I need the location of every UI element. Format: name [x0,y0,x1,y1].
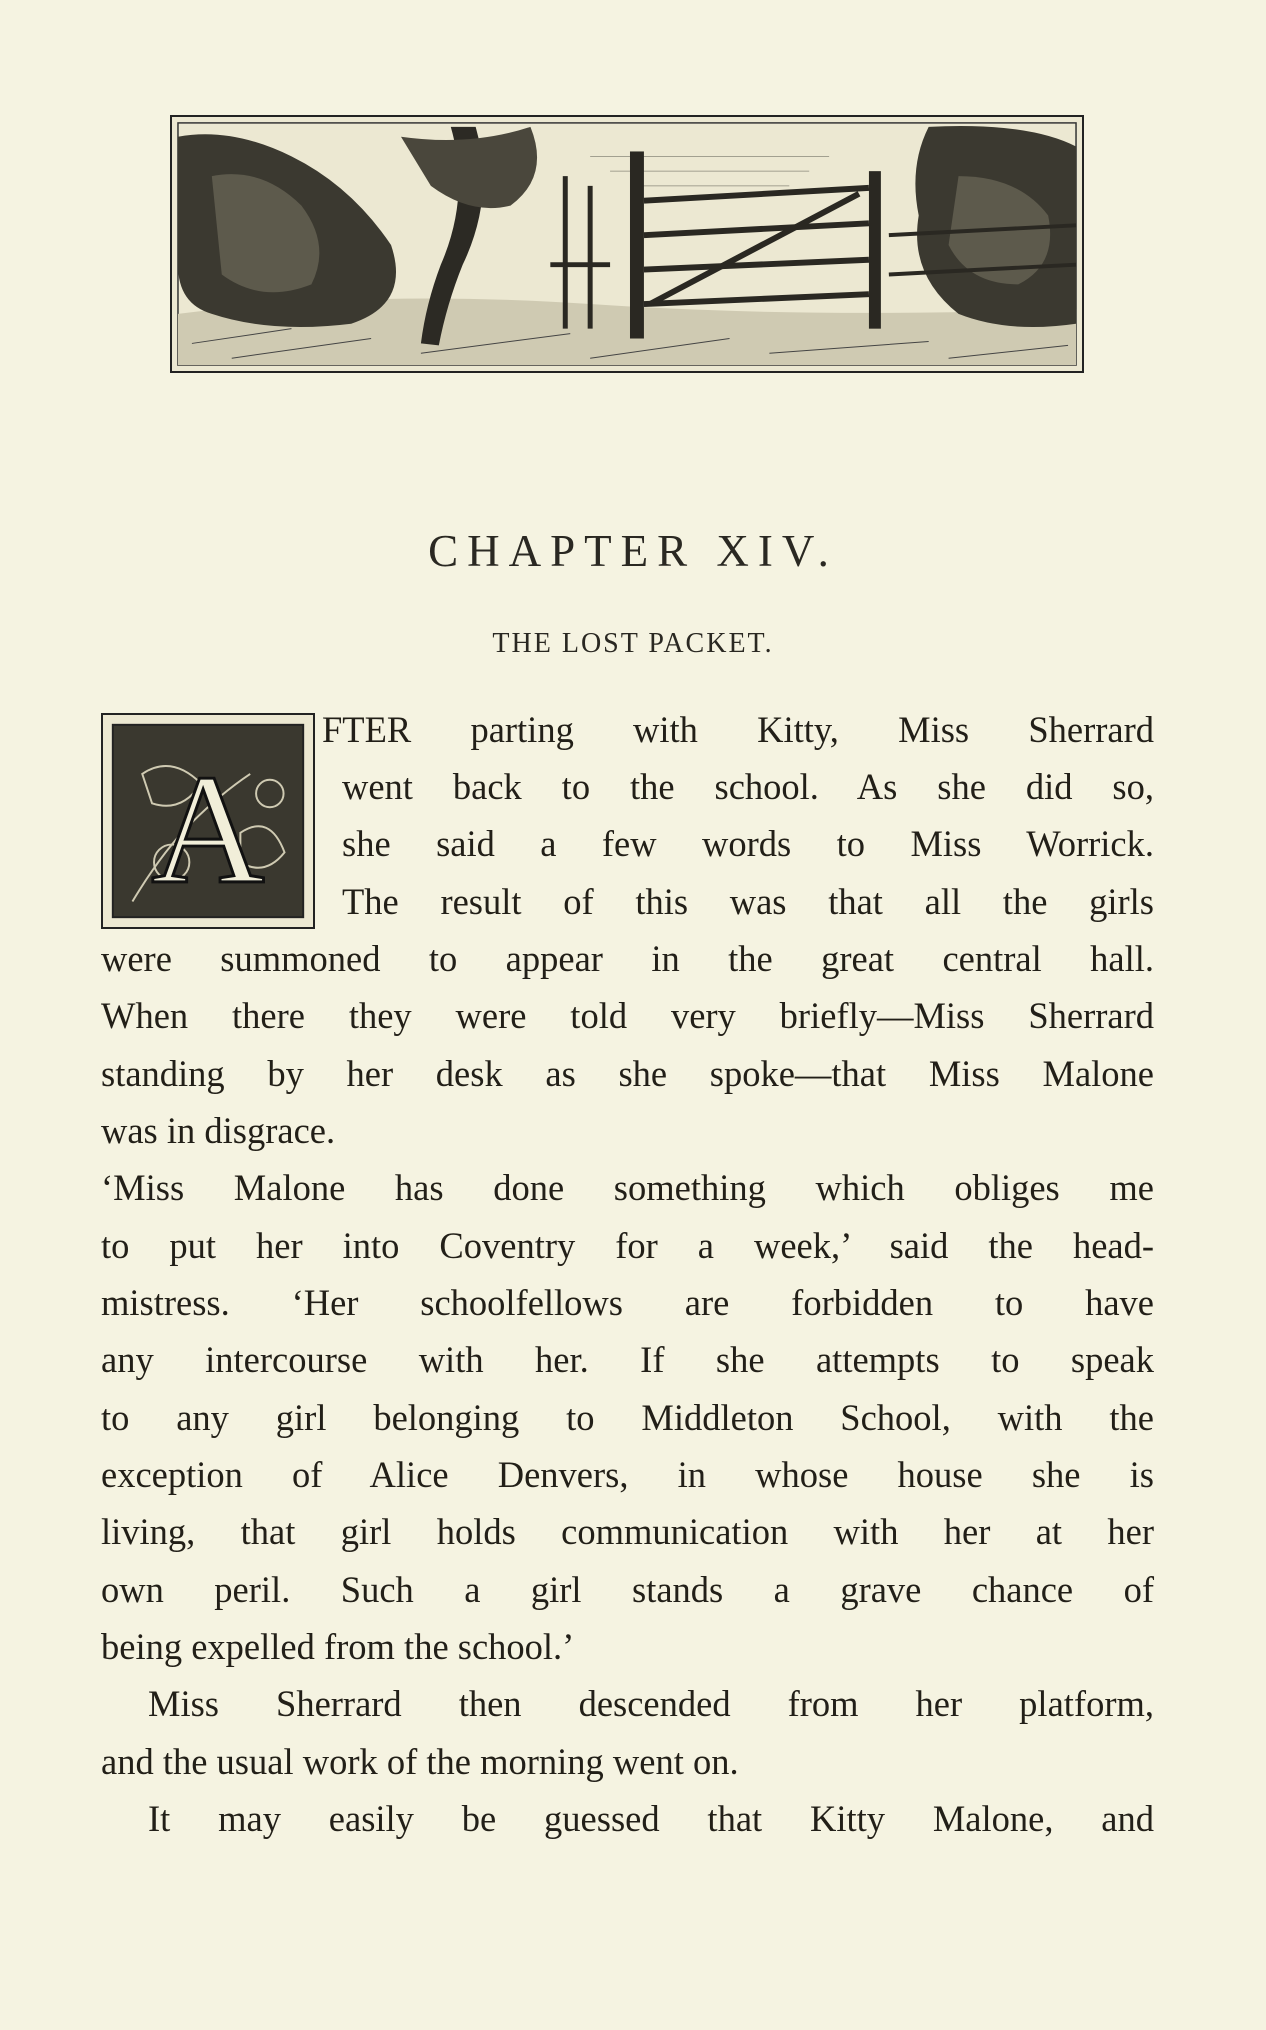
text-line-10: to put her into Coventry for a week,’ said the head- [101,1225,1154,1266]
text-line-16: own peril. Such a girl stands a grave chance of [101,1569,1154,1610]
header-engraving [170,115,1084,373]
text-line-2: went back to the school. As she did so, [342,766,1154,807]
text-line-15: living, that girl holds communication with her at her [101,1511,1154,1552]
text-line-18: Miss Sherrard then descended from her platform, [148,1683,1154,1724]
text-line-5: were summoned to appear in the great central hall. [101,938,1154,979]
chapter-title: CHAPTER XIV. [428,526,838,576]
text-line-11: mistress. ‘Her schoolfellows are forbidden to have [101,1282,1154,1323]
gate-illustration [172,117,1082,371]
text-line-4: The result of this was that all the girls [342,881,1154,922]
text-line-19: and the usual work of the morning went on. [101,1741,739,1782]
text-line-12: any intercourse with her. If she attempts to speak [101,1339,1154,1380]
chapter-subtitle: THE LOST PACKET. [492,628,774,659]
dropcap-letter: A [151,741,265,916]
text-line-9: ‘Miss Malone has done something which obliges me [101,1167,1154,1208]
text-line-13: to any girl belonging to Middleton School, with the [101,1397,1154,1438]
dropcap-illustration [101,713,315,929]
text-line-6: When there they were told very briefly—Miss Sherrard [101,995,1154,1036]
text-line-3: she said a few words to Miss Worrick. [342,823,1154,864]
dropcap-letter-a [103,715,313,927]
text-line-7: standing by her desk as she spoke—that Miss Malone [101,1053,1154,1094]
text-line-20: It may easily be guessed that Kitty Malone, and [148,1798,1154,1839]
text-line-1: FTER parting with Kitty, Miss Sherrard [322,709,1154,750]
text-line-17: being expelled from the school.’ [101,1626,575,1667]
text-line-8: was in disgrace. [101,1110,336,1151]
text-line-14: exception of Alice Denvers, in whose house she is [101,1454,1154,1495]
